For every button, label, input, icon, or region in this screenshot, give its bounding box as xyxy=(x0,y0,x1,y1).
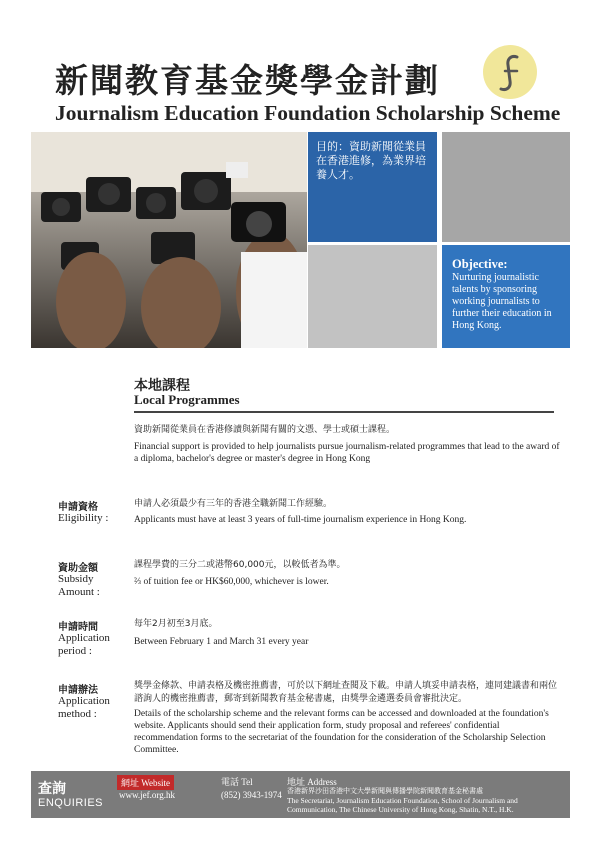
intro-zh: 資助新聞從業員在香港修讀與新聞有關的文憑、學士或碩士課程。 xyxy=(134,425,396,435)
method-text-zh: 獎學金條款、申請表格及機密推薦書，可於以下網址查閱及下載。申請人填妥申請表格，連同建議書和兩位諮詢人的機密推薦書，郵寄到新聞教育基金秘書處，由獎學金遴選委員會審批決定。 xyxy=(134,681,558,704)
enquiries-footer xyxy=(31,771,570,818)
method-text-en: Details of the scholarship scheme and the relevant forms can be accessed and downloaded at the foundation's website. Applicants should send their application form, study proposal and referees' confidential recommendation forms to the secretariat of the foundation for the consideration of the Scholarship Selection Committee. xyxy=(134,709,549,755)
objective-zh-block xyxy=(308,132,437,242)
objective-en-text: Nurturing journalistic talents by sponsoring working journalists to further their education in Hong Kong. xyxy=(452,272,552,331)
objective-en-heading: Objective: xyxy=(452,257,508,271)
section-divider xyxy=(134,411,554,413)
section-title-en: Local Programmes xyxy=(134,392,240,407)
eligibility-text-en: Applicants must have at least 3 years of full-time journalism experience in Hong Kong. xyxy=(134,515,467,525)
eligibility-label-zh: 申請資格 xyxy=(58,502,98,513)
title-chinese: 新聞教育基金獎學金計劃 xyxy=(55,61,440,100)
press-photographers-photo xyxy=(31,132,307,348)
period-label-en: Application period : xyxy=(58,632,110,657)
objective-zh-text: 目的：資助新聞從業員在香港進修，為業界培養人才。 xyxy=(316,140,426,181)
website-link[interactable]: www.jef.org.hk xyxy=(119,790,175,800)
intro-en: Financial support is provided to help journalists pursue journalism-related programmes that lead to the award of a diploma, bachelor's degree or master's degree in Hong Kong xyxy=(134,442,560,464)
subsidy-text-en: ⅔ of tuition fee or HK$60,000, whichever is lower. xyxy=(134,577,329,587)
tel-number: (852) 3943-1974 xyxy=(221,790,282,800)
gray-block xyxy=(442,132,570,242)
period-text-zh: 每年2月初至3月底。 xyxy=(134,619,218,629)
subsidy-label-en: Subsidy Amount : xyxy=(58,573,100,598)
address-label: 地址 Address xyxy=(287,777,337,787)
enquiries-label-zh: 查詢 xyxy=(38,781,66,797)
period-label-zh: 申請時間 xyxy=(58,622,98,633)
eligibility-label-en: Eligibility : xyxy=(58,512,109,524)
jef-logo-icon xyxy=(483,45,537,99)
tel-label: 電話 Tel xyxy=(221,777,253,787)
period-text-en: Between February 1 and March 31 every year xyxy=(134,637,309,647)
method-label-en: Application method : xyxy=(58,695,110,720)
subsidy-label-zh: 資助金額 xyxy=(58,563,98,574)
enquiries-label-en: ENQUIRIES xyxy=(38,797,104,809)
objective-en-block xyxy=(442,245,570,348)
section-title-zh: 本地課程 xyxy=(134,378,190,394)
eligibility-text-zh: 申請人必須最少有三年的香港全職新聞工作經驗。 xyxy=(134,499,333,509)
address-en: The Secretariat, Journalism Education Foundation, School of Journalism and Communication, The Chinese University of Hong Kong, Shatin, N.T., H.K. xyxy=(287,796,518,814)
light-gray-block xyxy=(308,245,437,348)
subsidy-text-zh: 課程學費的三分二或港幣60,000元，以較低者為準。 xyxy=(134,560,346,570)
method-label-zh: 申請辦法 xyxy=(58,685,98,696)
address-zh: 香港新界沙田香港中文大學新聞與傳播學院新聞教育基金秘書處 xyxy=(287,787,483,795)
website-label: 網址 Website xyxy=(117,775,174,790)
title-english: Journalism Education Foundation Scholarship Scheme xyxy=(55,101,561,125)
